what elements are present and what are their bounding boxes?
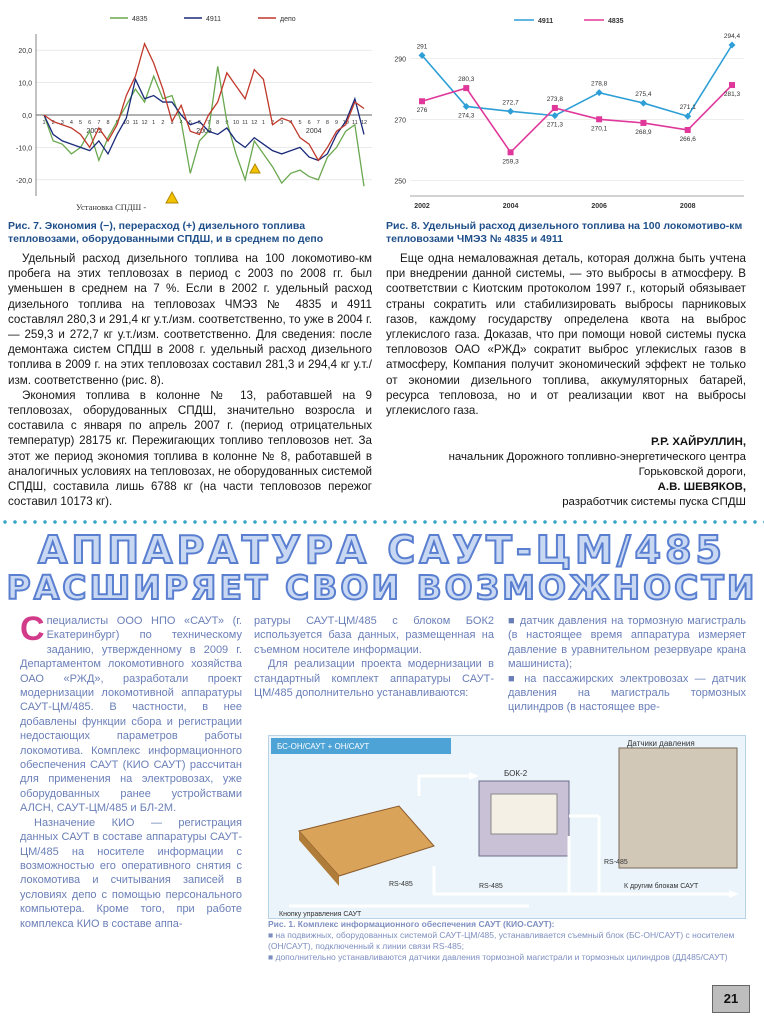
fig7-month-tick: 1 <box>261 120 265 126</box>
signature-block <box>386 435 746 510</box>
fig7-month-tick: 2 <box>51 120 55 126</box>
figure1-svg <box>269 736 745 918</box>
right-paragraph-1: Еще одна немаловажная деталь, которая должна быть учтена при внедрении данной системы, — это выбросы в атмосферу. В соответствии с Киотским протоколом 1997 г., который обязывает страны сократить или стабилизировать выбросы парниковых газов, каждому государству определена квота на выброс углекислого газа. Доказав, что при помощи новой системы пуска тепловозов ОАО «РЖД» сократит выброс углекислых газов в атмосферу, Компания получит экономический эффект не только от экономии дизельного топлива, аккумуляторных батарей, ресурса тепловоза, но и от реализации квот на выбросы углекислого газа. <box>386 252 746 418</box>
article-column-3 <box>508 614 746 715</box>
fig8-y-tick: 290 <box>394 56 406 64</box>
page-number: 21 <box>712 985 750 1013</box>
fig8-chart <box>384 10 756 218</box>
fig1-rs485-c: RS-485 <box>479 883 503 890</box>
fig1-caption-line2: ■ дополнительно устанавливаются датчики давления тормозной магистрали и тормозных цилиндров (ДД485/САУТ) <box>268 952 728 962</box>
fig1-other-units: К другим блокам САУТ <box>624 883 699 890</box>
fig7-month-tick: 6 <box>197 120 201 126</box>
article-col2-p1: ратуры САУТ-ЦМ/485 с блоком БОК2 используется база данных, размещенная на съемном носителе информации. <box>254 615 494 656</box>
fig1-rs485-b: RS-485 <box>389 881 413 888</box>
fig7-month-tick: 2 <box>271 120 275 126</box>
figure1-diagram <box>268 735 746 919</box>
fig7-month-tick: 6 <box>88 120 92 126</box>
author-2-name: А.В. ШЕВЯКОВ, <box>657 481 746 493</box>
fig7-month-tick: 3 <box>60 120 64 126</box>
headline-line-1: АППАРАТУРА САУТ-ЦМ/485 <box>38 528 726 572</box>
fig7-month-tick: 12 <box>141 120 148 126</box>
fig7-y-tick: 10,0 <box>18 80 32 88</box>
fig7-month-tick: 4 <box>179 120 183 126</box>
fig7-month-tick: 8 <box>325 120 329 126</box>
article-col3-p2: ■ на пассажирских электровозах — датчик давления на магистраль тормозных цилиндров (в настоящее вре- <box>508 672 746 714</box>
fig8-point-4835 <box>552 105 558 111</box>
fig7-month-tick: 5 <box>298 120 302 126</box>
fig8-data-label: 266,6 <box>679 135 696 143</box>
fig7-month-tick: 2 <box>161 120 165 126</box>
fig8-data-label: 276 <box>416 107 428 115</box>
fig8-data-label: 294,4 <box>723 33 741 41</box>
fig8-y-tick: 270 <box>394 117 406 125</box>
fig7-month-tick: 8 <box>216 120 220 126</box>
fig8-legend-label: 4911 <box>538 18 554 25</box>
fig7-y-tick: -10,0 <box>16 145 32 153</box>
fig7-month-tick: 7 <box>97 120 101 126</box>
figure1-caption <box>268 919 744 963</box>
fig7-y-tick: 0,0 <box>22 113 32 120</box>
fig8-caption: Рис. 8. Удельный расход дизельного топлива на 100 локомотиво-км тепловозами ЧМЭЗ № 4835 и 4911 <box>386 220 743 245</box>
fig7-svg <box>6 10 378 218</box>
fig8-data-label: 271,3 <box>546 121 563 129</box>
fig8-data-label: 271,1 <box>679 104 696 112</box>
fig8-data-label: 275,4 <box>635 91 652 99</box>
fig7-month-tick: 12 <box>251 120 258 126</box>
fig7-month-tick: 7 <box>207 120 211 126</box>
fig1-caption-title: Рис. 1. Комплекс информационного обеспечения САУТ (КИО-САУТ): <box>268 919 555 929</box>
fig8-point-4911 <box>507 108 514 115</box>
fig7-year-label: 2003 <box>196 128 212 135</box>
fig7-month-tick: 5 <box>79 120 83 126</box>
fig1-caption-line1: ■ на подвижных, оборудованных системой САУТ-ЦМ/485, устанавливается съемный блок (БС-ОН/САУТ) с носителем (ОН/САУТ), подключенный к линии связи RS-485; <box>268 930 735 951</box>
fig8-x-tick: 2008 <box>679 203 696 210</box>
fig7-legend-label: депо <box>280 16 296 23</box>
fig8-point-4835 <box>508 149 514 155</box>
article-column-2 <box>254 614 494 700</box>
fig8-point-4911 <box>596 89 603 96</box>
article-col3-p1: ■ датчик давления на тормозную магистраль (в настоящее время аппаратура измеряет давление в уравнительном резервуаре крана машиниста); <box>508 615 746 671</box>
fig7-y-tick: 20,0 <box>18 48 32 56</box>
fig7-month-tick: 8 <box>106 120 110 126</box>
fig1-cable-label: Кнопку управления САУТ <box>279 911 362 918</box>
headline-line-2: РАСШИРЯЕТ СВОИ ВОЗМОЖНОСТИ <box>6 568 758 607</box>
left-column-text <box>8 251 372 509</box>
left-paragraph-2: Экономия топлива в колонне № 13, работавшей на 9 тепловозах, оборудованных СПДШ, значительно возросла и составила с января по апрель 2007 г. (период отрицательных температур) 28175 кг. Пережигающих топливо тепловозов нет. За этот же период экономия топлива в колонне № 8, работавшей в аналогичных условиях на тепловозах, не оборудованных системой СПДШ, составила лишь 6788 кг (на части тепловозов пережог составил 10173 кг). <box>8 388 372 509</box>
fig7-month-tick: 6 <box>307 120 311 126</box>
fig7-month-tick: 9 <box>115 120 119 126</box>
fig8-data-label: 259,3 <box>502 158 519 166</box>
fig7-month-tick: 11 <box>242 120 249 126</box>
fig7-month-tick: 4 <box>69 120 73 126</box>
fig7-month-tick: 7 <box>316 120 320 126</box>
fig7-month-tick: 4 <box>289 120 293 126</box>
fig7-marker-text: Установка СПДШ - <box>76 202 147 212</box>
fig7-chart <box>6 10 378 218</box>
fig7-month-tick: 5 <box>188 120 192 126</box>
fig7-month-tick: 11 <box>132 120 139 126</box>
article-column-1 <box>20 610 242 931</box>
fig7-y-tick: -20,0 <box>16 177 32 185</box>
fig8-x-tick: 2002 <box>414 203 430 210</box>
article-col1-p1: Специалисты ООО НПО «САУТ» (г. Екатеринбург) по техническому заданию, утвержденному в 2009 г. Департаментом локомотивного хозяйства ОАО «РЖД», разработали проект модернизации локомотивной аппаратуры САУТ-ЦМ/485. В частности, в нее добавлены функции сбора и регистрации недостающих параметров работы локомотива. Комплекс информационного обеспечения САУТ (КИО САУТ) рассчитан для применения на электровозах, уже оборудованных ранее устройствами АЛСН, САУТ-ЦМ/485 и БЛ-2М. <box>20 610 242 815</box>
fig1-rs485-a: RS-485 <box>604 859 628 866</box>
fig8-data-label: 291 <box>416 43 428 51</box>
fig8-data-label: 272,7 <box>502 99 519 107</box>
fig8-point-4835 <box>463 85 469 91</box>
fig8-point-4835 <box>685 127 691 133</box>
dotted-separator <box>0 519 764 525</box>
left-paragraph-1: Удельный расход дизельного топлива на 100 локомотиво-км пробега на этих тепловозах в период с 2003 по 2008 гг. был уменьшен в среднем на 7 %. Если в 2002 г. удельный расход дизельного топлива на тепловозах ЧМЭЗ № 4835 и 4911 составлял 280,3 и 291,4 кг у.т./изм. соответственно, то уже в 2004 г. — 259,3 и 272,7 кг у.т./изм. соответственно. Для сведения: после демонтажа систем СПДШ в 2008 г. удельный расход дизельного топлива в 2009 г. на этих тепловозах составил 281,3 и 294,4 кг у.т./изм. соответственно (рис. 8). <box>8 252 372 387</box>
fig7-plot-area <box>36 24 376 204</box>
fig7-month-tick: 10 <box>342 120 349 126</box>
fig7-month-tick: 1 <box>152 120 156 126</box>
fig7-month-tick: 3 <box>280 120 284 126</box>
fig8-point-4835 <box>419 98 425 104</box>
fig7-month-tick: 1 <box>42 120 46 126</box>
fig7-month-tick: 9 <box>335 120 339 126</box>
author-1-name: Р.Р. ХАЙРУЛЛИН, <box>651 436 746 448</box>
fig7-year-label: 2004 <box>305 128 322 135</box>
author-1-role: начальник Дорожного топливно-энергетического центра Горьковской дороги, <box>448 451 746 478</box>
fig7-month-tick: 12 <box>360 120 368 126</box>
fig7-legend-label: 4835 <box>132 16 148 23</box>
fig8-data-label: 270,1 <box>591 125 608 133</box>
fig8-point-4911 <box>640 100 647 107</box>
right-column-text <box>386 251 746 418</box>
fig8-x-tick: 2006 <box>591 203 607 210</box>
author-2-role: разработчик системы пуска СПДШ <box>562 496 746 508</box>
fig8-point-4835 <box>596 116 602 122</box>
fig7-month-tick: 10 <box>232 120 240 126</box>
fig8-data-label: 281,3 <box>723 91 741 99</box>
fig8-point-4835 <box>729 82 735 88</box>
fig8-data-label: 280,3 <box>458 76 475 84</box>
fig8-data-label: 273,8 <box>546 95 563 103</box>
fig8-data-label: 268,9 <box>635 128 652 136</box>
drop-cap: С <box>20 610 45 648</box>
fig8-data-label: 274,3 <box>458 112 475 120</box>
article-col1-p2: Назначение КИО — регистрация данных САУТ в составе аппаратуры САУТ-ЦМ/485 на носителе информации с возможностью его оперативного снятия с локомотива и считывания записей в условиях депо с помощью персонального компьютера. Кроме того, при работе комплекса КИО в составе аппа- <box>20 816 242 930</box>
fig7-month-tick: 11 <box>351 120 358 126</box>
fig1-sensors-label: Датчики давления <box>627 739 695 748</box>
fig8-x-tick: 2004 <box>502 203 519 210</box>
fig7-caption: Рис. 7. Экономия (−), перерасход (+) дизельного топлива тепловозами, оборудованными СПДШ, и в среднем по депо <box>8 220 324 245</box>
article-col2-p2: Для реализации проекта модернизации в стандартный комплект аппаратуры САУТ-ЦМ/485 дополнительно устанавливаются: <box>254 658 494 700</box>
fig8-svg <box>384 10 756 218</box>
fig8-point-4911 <box>551 112 558 119</box>
fig1-label-left: БС-ОН/САУТ + ОН/САУТ <box>277 742 370 751</box>
fig1-bok2-label: БОК-2 <box>504 769 528 778</box>
fig8-point-4835 <box>640 120 646 126</box>
fig1-sensors-photo <box>619 748 737 868</box>
fig8-y-tick: 250 <box>394 178 406 186</box>
fig7-legend-label: 4911 <box>206 16 222 23</box>
fig8-data-label: 278,8 <box>591 80 608 88</box>
fig7-year-label: 2002 <box>86 128 103 135</box>
fig7-month-tick: 3 <box>170 120 174 126</box>
fig7-month-tick: 10 <box>123 120 130 126</box>
fig7-month-tick: 9 <box>225 120 229 126</box>
fig8-legend-label: 4835 <box>608 18 624 25</box>
